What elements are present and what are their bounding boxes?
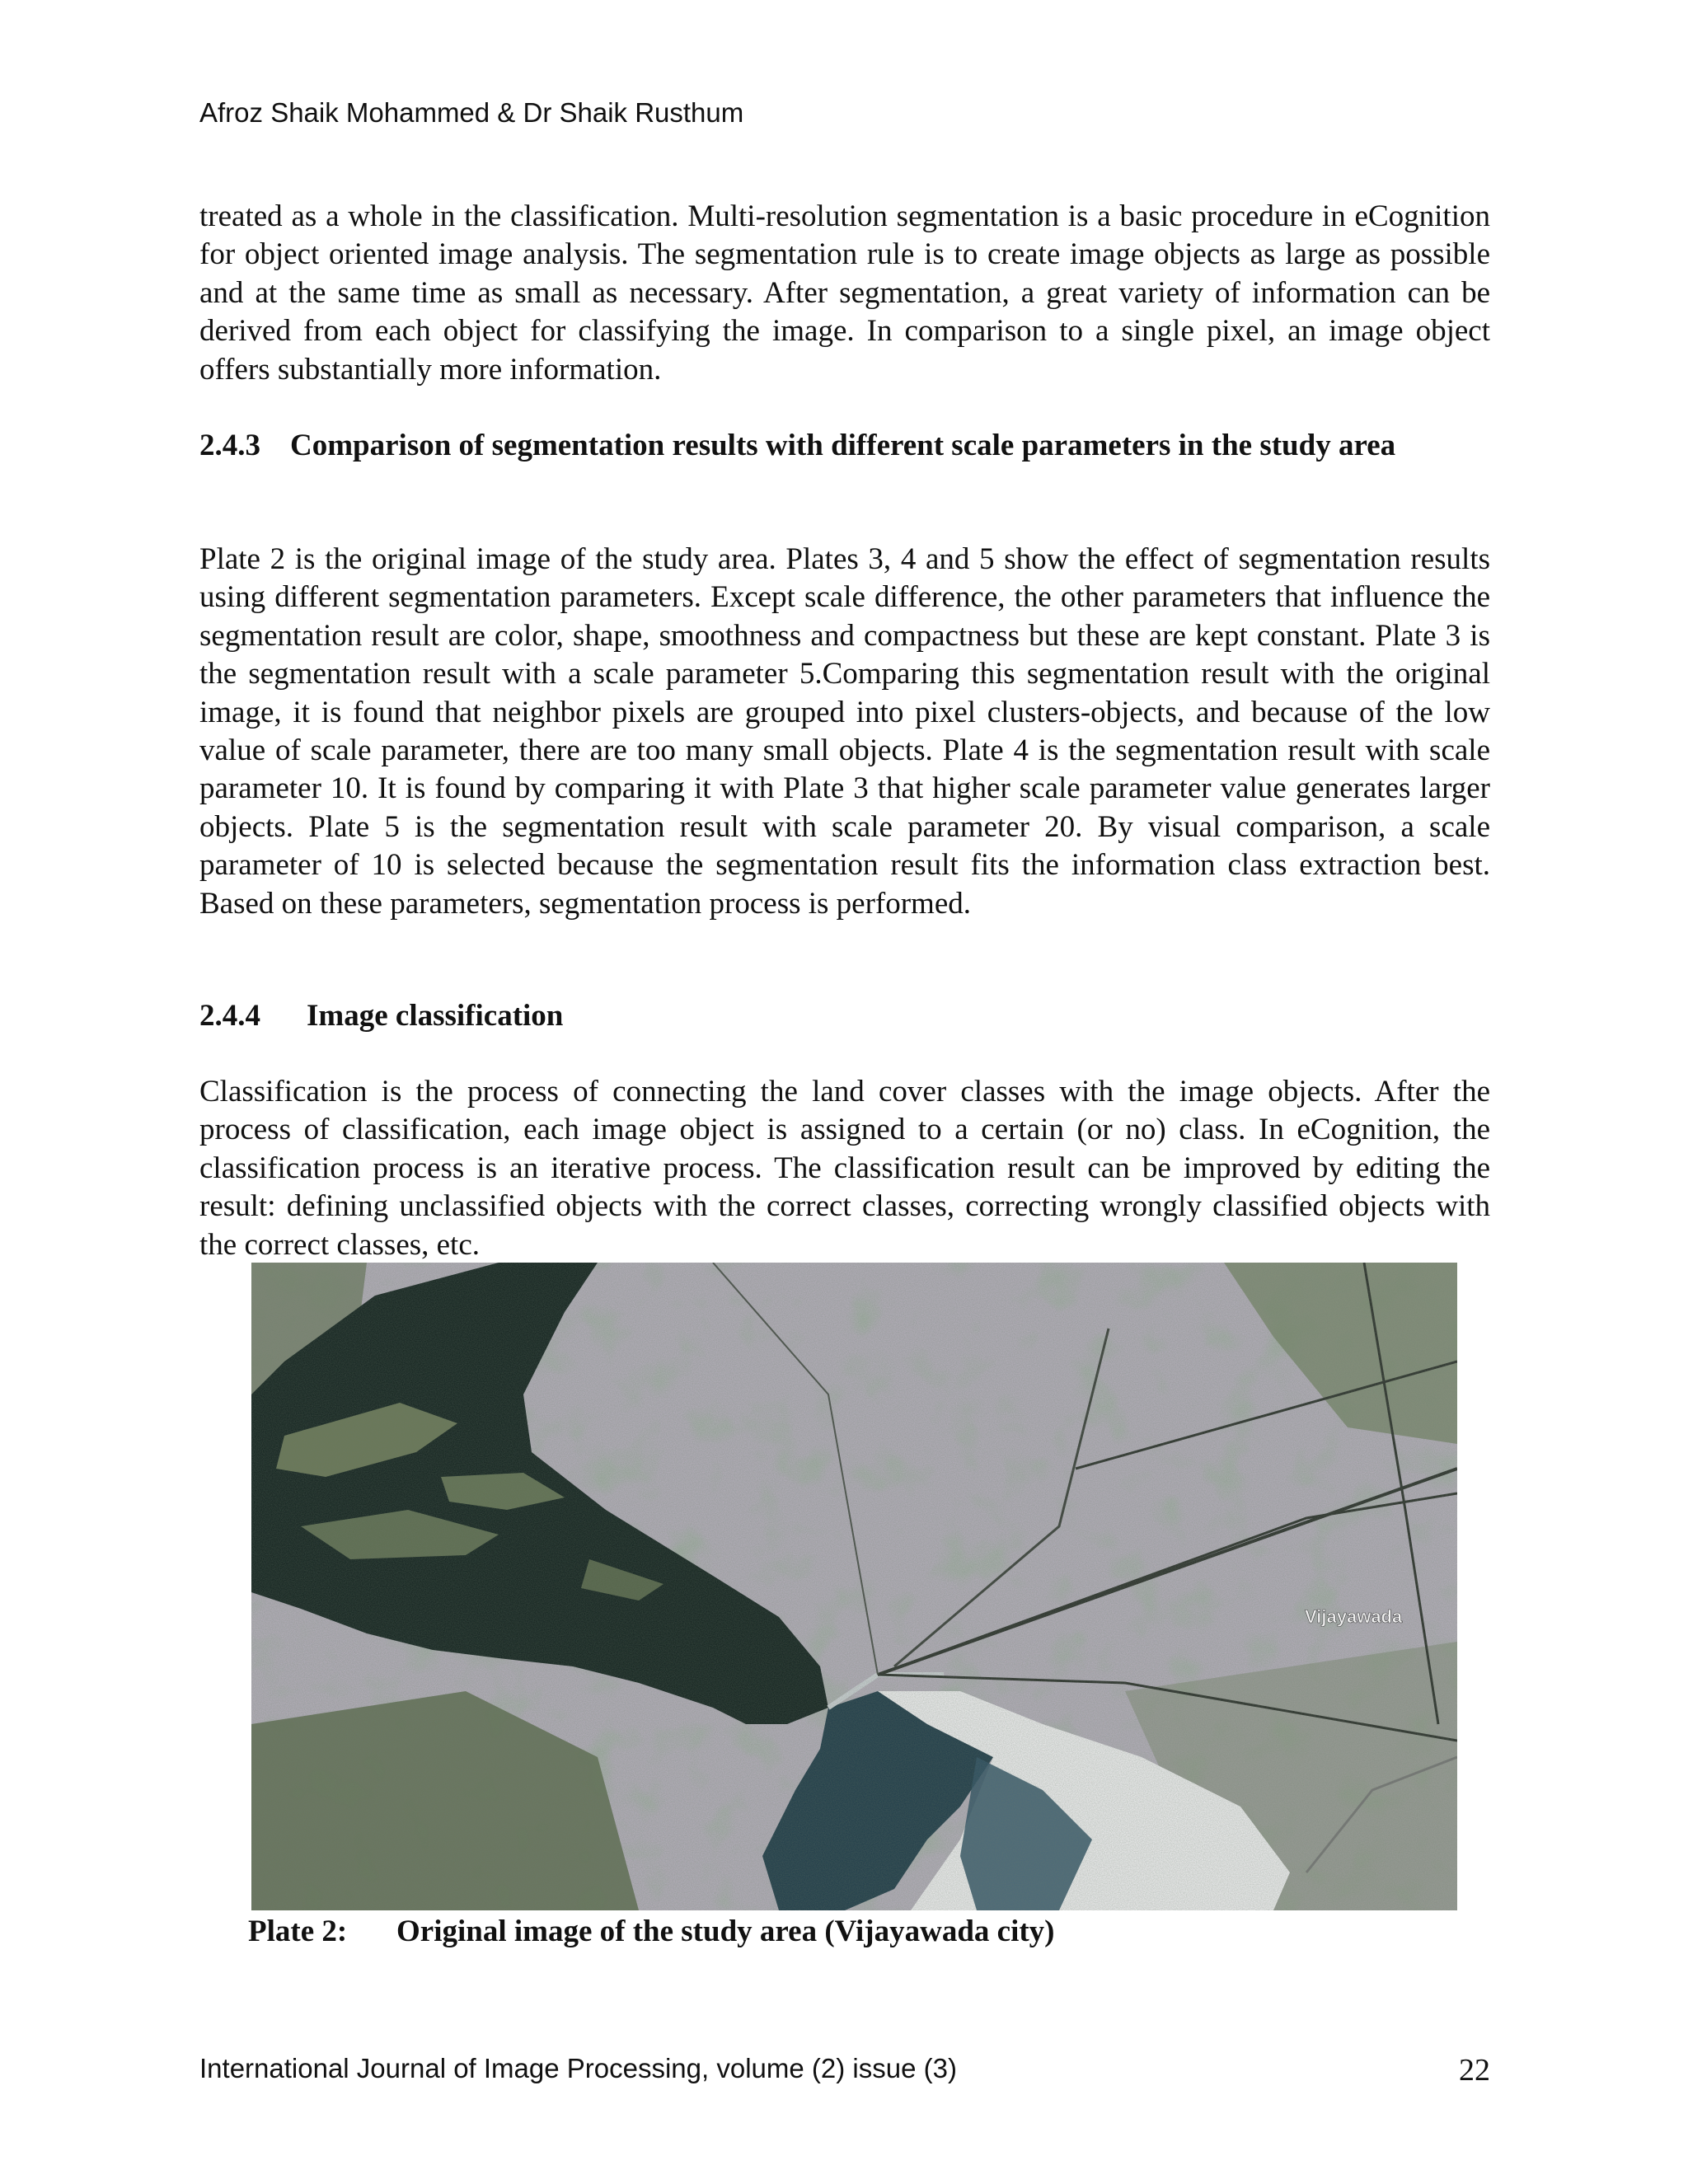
caption-text: Original image of the study area (Vijayawada city) bbox=[396, 1915, 1055, 1948]
section-title: Image classification bbox=[307, 999, 564, 1033]
paragraph-segmentation-intro: treated as a whole in the classification. Multi-resolution segmentation is a basic procedure in eCognition for object oriented image analysis. The segmentation rule is to create image objects as large as possible and at the same time as small as necessary. After segmentation, a great variety of information can be derived from each object for classifying the image. In comparison to a single pixel, an image object offers substantially more information. bbox=[199, 199, 1490, 387]
plate-2-satellite-image bbox=[251, 1263, 1457, 1910]
section-number: 2.4.3 bbox=[199, 429, 260, 462]
map-label-vijayawada: Vijayawada bbox=[1305, 1606, 1403, 1627]
section-number: 2.4.4 bbox=[199, 999, 260, 1033]
caption-label: Plate 2: bbox=[248, 1915, 348, 1948]
section-heading-2-4-3 bbox=[199, 427, 1490, 465]
paragraph-classification: Classification is the process of connecting the land cover classes with the image objects. After the process of classification, each image object is assigned to a certain (or no) class. In eCognition, the classification process is an iterative process. The classification result can be improved by editing the result: defining unclassified objects with the correct classes, correcting wrongly classified objects with the correct classes, etc. bbox=[199, 1075, 1490, 1262]
figure-caption bbox=[248, 1914, 1055, 1949]
footer-journal: International Journal of Image Processing, volume (2) issue (3) bbox=[199, 2053, 957, 2083]
running-header-authors: Afroz Shaik Mohammed & Dr Shaik Rusthum bbox=[199, 97, 744, 128]
paragraph-segmentation-comparison: Plate 2 is the original image of the study area. Plates 3, 4 and 5 show the effect of segmentation results using different segmentation parameters. Except scale difference, the other parameters that influence the segmentation result are color, shape, smoothness and compactness but these are kept constant. Plate 3 is the segmentation result with a scale parameter 5.Comparing this segmentation result with the original image, it is found that neighbor pixels are grouped into pixel clusters-objects, and because of the low value of scale parameter, there are too many small objects. Plate 4 is the segmentation result with scale parameter 10. It is found by comparing it with Plate 3 that higher scale parameter value generates larger objects. Plate 5 is the segmentation result with scale parameter 20. By visual comparison, a scale parameter of 10 is selected because the segmentation result fits the information class extraction best. Based on these parameters, segmentation process is performed. bbox=[199, 542, 1490, 921]
section-heading-2-4-4 bbox=[199, 997, 1490, 1035]
section-title: Comparison of segmentation results with different scale parameters in the study area bbox=[290, 429, 1396, 462]
page-number: 22 bbox=[1459, 2053, 1490, 2088]
